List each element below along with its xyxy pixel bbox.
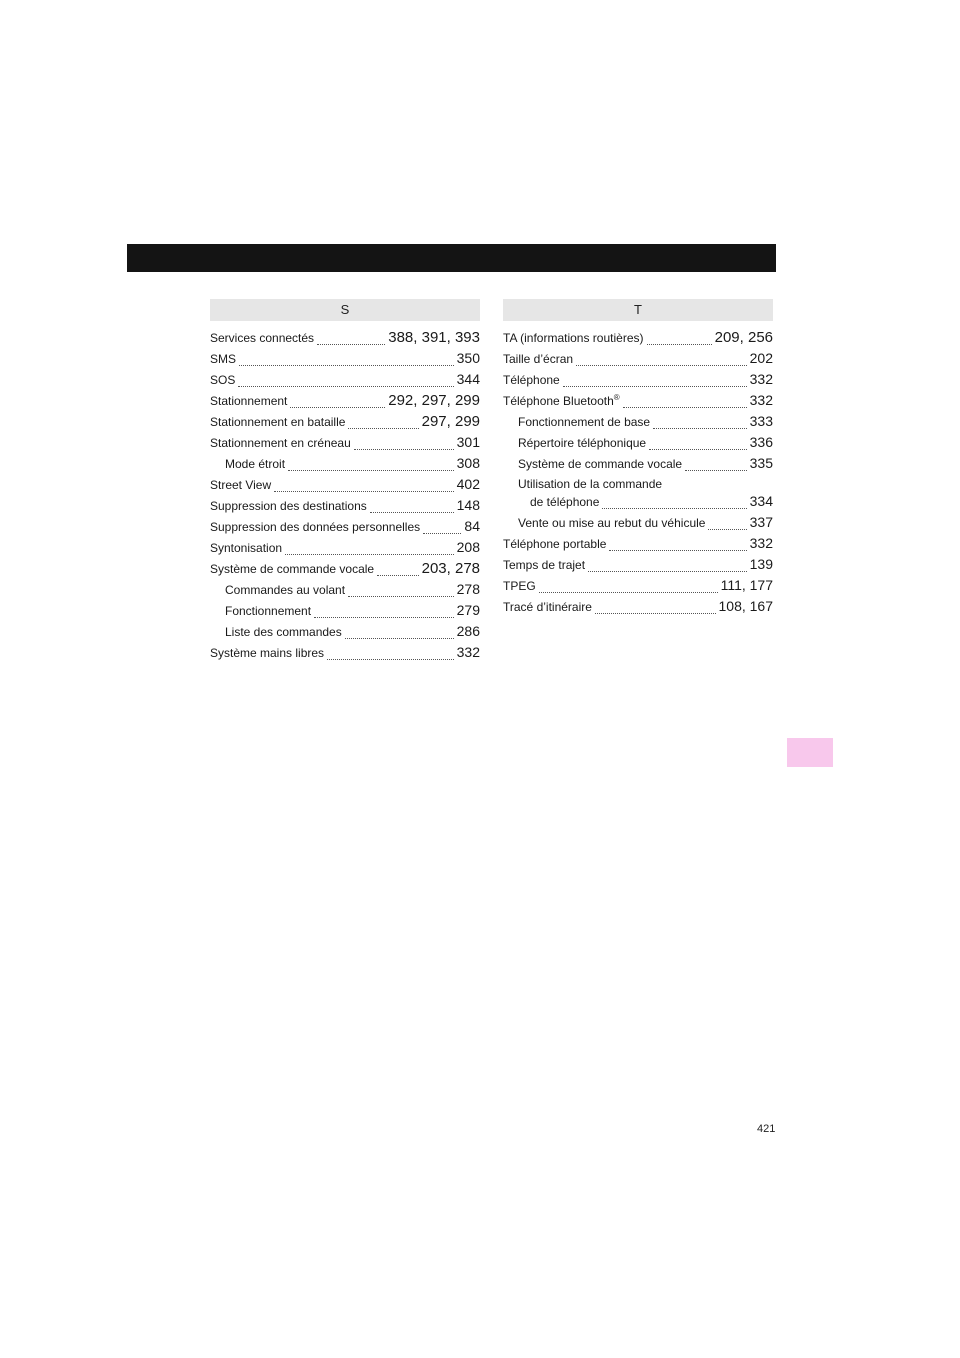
index-entry[interactable]: Stationnement en bataille 297, 299 [210,413,480,430]
index-entry[interactable]: Téléphone portable 332 [503,535,773,551]
page-ref: 388, 391, 393 [388,329,480,346]
page-ref: 336 [749,434,773,450]
index-entry[interactable]: SMS 350 [210,350,480,366]
page-ref: 335 [749,455,773,471]
index-entry[interactable]: TA (informations routières) 209, 256 [503,329,773,346]
index-subentry[interactable]: Fonctionnement de base 333 [518,413,773,429]
page-ref: 332 [749,535,773,551]
section-header-t: T [503,299,773,321]
index-entry[interactable]: Téléphone 332 [503,371,773,387]
index-entry[interactable]: Suppression des données personnelles 84 [210,518,480,534]
page-number: 421 [757,1123,776,1135]
page-ref: 402 [456,476,480,492]
index-subentry[interactable]: Vente ou mise au rebut du véhicule 337 [518,514,773,530]
page-ref: 84 [464,518,480,534]
page-ref: 139 [749,556,773,572]
page-ref: 203, 278 [421,560,480,577]
page-ref: 279 [456,602,480,618]
index-subentry[interactable]: Répertoire téléphonique 336 [518,434,773,450]
page-ref: 332 [456,644,480,660]
section-header-s: S [210,299,480,321]
index-entry[interactable]: Suppression des destinations 148 [210,497,480,513]
chapter-side-tab [787,738,833,767]
index-subentry[interactable]: Commandes au volant 278 [225,581,480,597]
index-entry[interactable]: Stationnement en créneau 301 [210,434,480,450]
page-ref: 344 [456,371,480,387]
index-entry[interactable]: Services connectés 388, 391, 393 [210,329,480,346]
page-ref: 301 [456,434,480,450]
index-subentry-wrapped[interactable]: Utilisation de la commande de téléphone 334 [518,477,773,509]
index-entry[interactable]: Stationnement 292, 297, 299 [210,392,480,409]
page-ref: 334 [749,493,773,509]
index-entry[interactable]: Téléphone Bluetooth® 332 [503,392,773,408]
index-column-s [210,299,480,665]
page-ref: 297, 299 [421,413,480,430]
page-ref: 148 [456,497,480,513]
index-entry[interactable]: Système de commande vocale 203, 278 [210,560,480,577]
index-subentry[interactable]: Système de commande vocale 335 [518,455,773,471]
index-entry[interactable]: SOS 344 [210,371,480,387]
index-entry[interactable]: Système mains libres 332 [210,644,480,660]
index-entry[interactable]: Syntonisation 208 [210,539,480,555]
page-ref: 278 [456,581,480,597]
index-entry[interactable]: Temps de trajet 139 [503,556,773,572]
page-ref: 208 [456,539,480,555]
index-entry[interactable]: Street View 402 [210,476,480,492]
page-ref: 108, 167 [718,598,773,614]
page-ref: 350 [456,350,480,366]
page-ref: 209, 256 [714,329,773,346]
page-ref: 333 [749,413,773,429]
registered-mark: ® [613,393,620,402]
page-ref: 308 [456,455,480,471]
page-ref: 202 [749,350,773,366]
index-column-t [503,299,773,619]
index-subentry[interactable]: Mode étroit 308 [225,455,480,471]
chapter-header-bar [127,244,776,272]
page-ref: 286 [456,623,480,639]
page-ref: 332 [749,371,773,387]
index-entry[interactable]: TPEG 111, 177 [503,577,773,593]
index-subentry[interactable]: Liste des commandes 286 [225,623,480,639]
page-ref: 292, 297, 299 [388,392,480,409]
page-ref: 337 [749,514,773,530]
index-entry[interactable]: Taille d’écran 202 [503,350,773,366]
index-subentry[interactable]: Fonctionnement 279 [225,602,480,618]
page-ref: 111, 177 [720,577,773,593]
index-entry[interactable]: Tracé d’itinéraire 108, 167 [503,598,773,614]
page-ref: 332 [749,392,773,408]
